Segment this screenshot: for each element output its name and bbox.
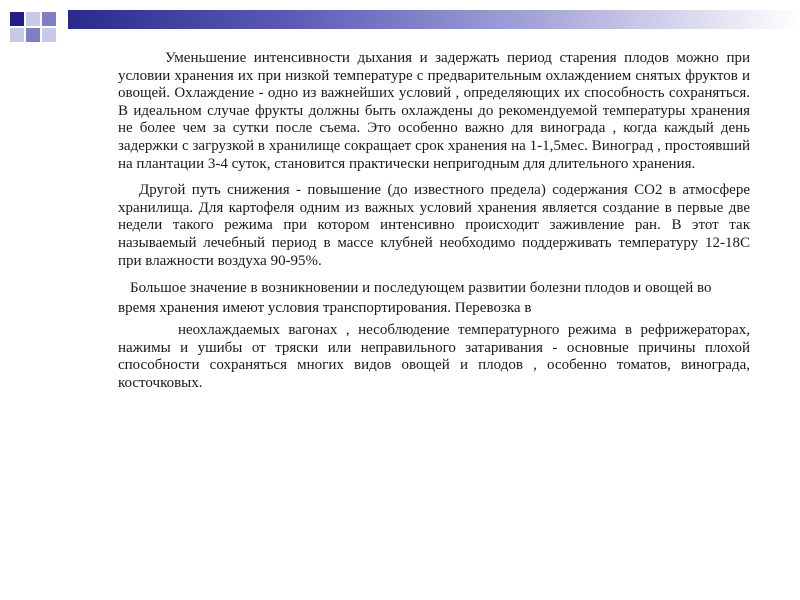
- slide-body: [118, 50, 750, 393]
- paragraph-co2: Другой путь снижения - повышение (до известного предела) содержания СО2 в атмосфере хранилища. Для картофеля одним из важных условий хранения является создание в первые две недели такого режима при котором интенсивно происходит заживление ран. В этот так называемый лечебный период в массе клубней необходимо поддерживать температуру 12-18С при влажности воздуха 90-95%.: [118, 182, 750, 269]
- header-gradient-bar: [68, 10, 800, 29]
- decor-square: [26, 12, 40, 26]
- decor-square: [42, 12, 56, 26]
- decor-square: [10, 12, 24, 26]
- decor-square: [42, 28, 56, 42]
- decor-square: [26, 28, 40, 42]
- paragraph-transport-causes: неохлаждаемых вагонах , несоблюдение температурного режима в рефрижераторах, нажимы и ушибы от тряски или неправильного затаривания - основные причины плохой способности сохраняться многих видов овощей и плодов , особенно томатов, винограда, косточковых.: [118, 322, 750, 391]
- paragraph-transport: Большое значение в возникновении и последующем развитии болезни плодов и овощей во время хранения имеют условия транспортирования. Перевозка в: [118, 280, 712, 316]
- decor-square: [10, 28, 24, 42]
- paragraph-cooling: Уменьшение интенсивности дыхания и задержать период старения плодов можно при условии хранения их при низкой температуре с предварительным охлаждением снятых фруктов и овощей. Охлаждение - одно из важнейших условий , определяющих их способность сохраняться. В идеальном случае фрукты должны быть охлаждены до рекомендуемой температуры хранения не более чем за сутки после съема. Это особенно важно для винограда , когда каждый день задержки с загрузкой в хранилище сокращает срок хранения на 1-1,5мес. Виноград , простоявший на плантации 3-4 суток, становится практически непригодным для длительного хранения.: [118, 50, 750, 172]
